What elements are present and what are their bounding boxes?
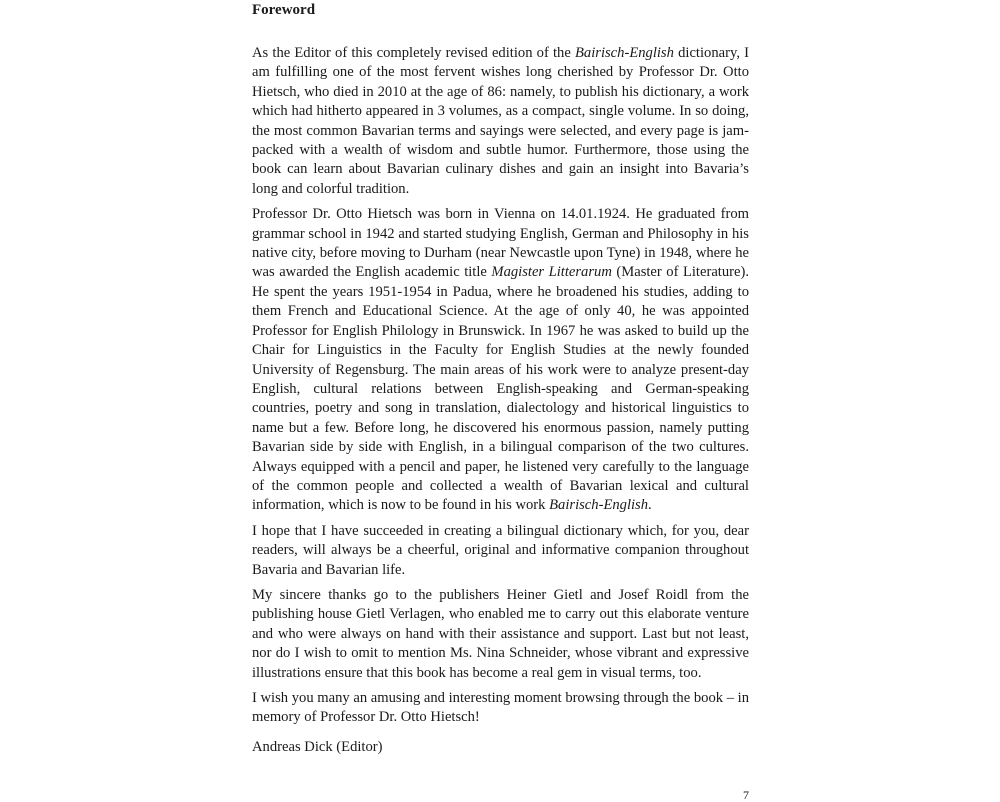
paragraph-text: My sincere thanks go to the publishers Heiner Gietl and Josef Roidl from the publishing house Gietl Verlagen, who enabled me to carry out this elaborate venture and who were always on hand with their assistance and support. Last but not least, nor do I wish to omit to mention Ms. Nina Schneider, whose vibrant and expressive illustrations ensure that this book has become a real gem in visual terms, too. [252, 586, 749, 681]
book-page [252, 0, 749, 800]
paragraph-4 [252, 586, 749, 683]
paragraph-text: dictionary, I am fulfilling one of the most fervent wishes long cherished by Professor Dr. Otto Hietsch, who died in 2010 at the age of 86: namely, to publish his dictionary, a work which had hitherto appeared in 3 volumes, as a compact, single volume. In so doing, the most common Bavarian terms and sayings were selected, and every page is jam-packed with a wealth of wisdom and subtle humor. Furthermore, those using the book can learn about Bavarian culinary dishes and gain an insight into Bavaria’s long and colorful tradition. [252, 45, 749, 197]
italic-title: Magister Litterarum [491, 264, 612, 281]
page-title: Foreword [252, 2, 316, 18]
paragraph-5 [252, 689, 749, 728]
paragraph-2 [252, 205, 749, 516]
foreword-body [252, 44, 749, 734]
italic-title: Bairisch-English [575, 45, 674, 61]
paragraph-text: (Master of Literature). He spent the years 1951-1954 in Padua, where he broadened his studies, adding to them French and Educational Science. At the age of only 40, he was appointed Professor for English Philology in Brunswick. In 1967 he was asked to build up the Chair for Linguistics in the Faculty for English Studies at the newly founded University of Regensburg. The main areas of his work were to analyze present-day English, cultural relations between English-speaking and German-speaking countries, poetry and song in translation, dialectology and historical linguistics to name but a few. Before long, he discovered his enormous passion, namely putting Bavarian side by side with English, in a bilingual comparison of the two cultures. Always equipped with a pencil and paper, he listened very carefully to the language of the common people and collected a wealth of Bavarian lexical and cultural information, which is now to be found in his work [252, 264, 749, 514]
paragraph-1 [252, 44, 749, 199]
editor-signature: Andreas Dick (Editor) [252, 739, 383, 755]
paragraph-text: . [648, 497, 652, 514]
paragraph-3 [252, 522, 749, 580]
paragraph-text: I wish you many an amusing and interesting moment browsing through the book – in memory of Professor Dr. Otto Hietsch! [252, 690, 749, 726]
paragraph-text: Professor Dr. Otto Hietsch was born in Vienna on 14.01.1924. He graduated from grammar school in 1942 and started studying English, German and Philosophy in his native city, before moving to Durham (near Newcastle upon Tyne) in 1948, where he was awarded the English academic title [252, 206, 749, 281]
paragraph-text: As the Editor of this completely revised edition of the [252, 45, 575, 61]
italic-title: Bairisch-English [549, 497, 649, 514]
page-number: 7 [743, 788, 749, 802]
paragraph-text: I hope that I have succeeded in creating a bilingual dictionary which, for you, dear readers, will always be a cheerful, original and informative companion throughout Bavaria and Bavarian life. [252, 522, 749, 578]
